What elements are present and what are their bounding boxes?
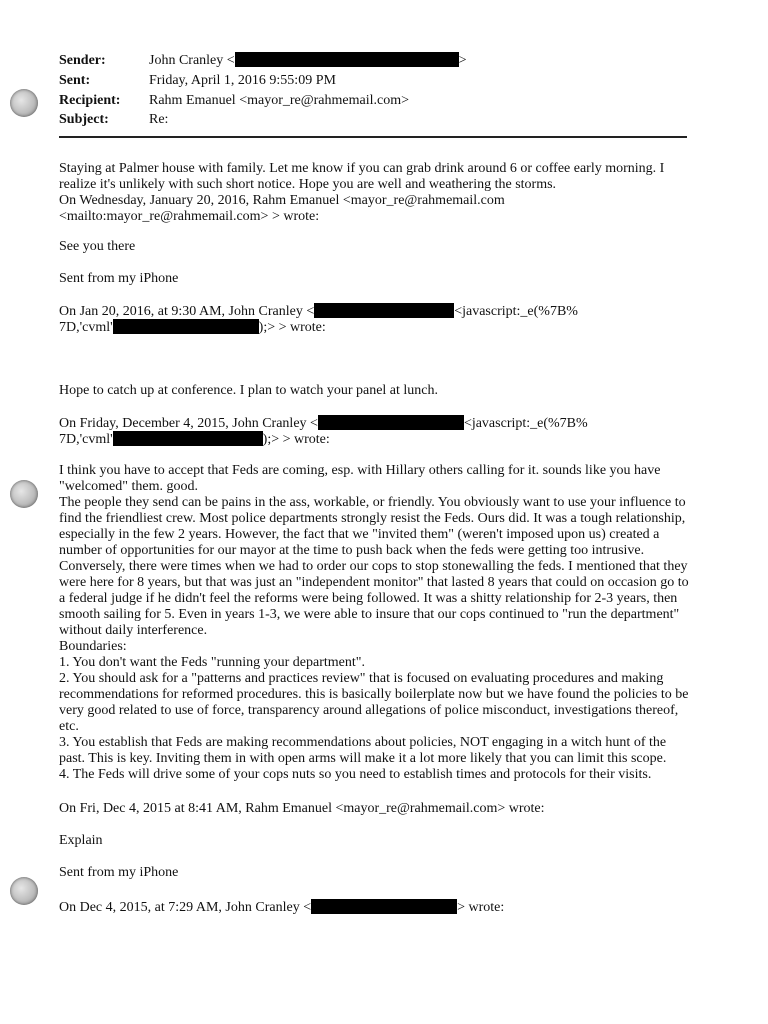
dec4-quote-line2: 7D,'cvml' );> > wrote: bbox=[59, 432, 330, 447]
header-sent: Sent: Friday, April 1, 2016 9:55:09 PM bbox=[59, 73, 336, 88]
catchup-text: Hope to catch up at conference. I plan to watch your panel at lunch. bbox=[59, 383, 439, 398]
redaction-box bbox=[113, 319, 259, 334]
header-divider bbox=[59, 136, 687, 138]
redaction-box bbox=[311, 899, 457, 914]
redaction-box bbox=[113, 431, 263, 446]
header-sender: Sender: John Cranley < > bbox=[59, 53, 467, 68]
explain-text: Explain bbox=[59, 833, 103, 848]
punch-hole-top bbox=[10, 89, 38, 117]
punch-hole-middle bbox=[10, 480, 38, 508]
redaction-box bbox=[235, 52, 459, 67]
dec4-729-quote-header: On Dec 4, 2015, at 7:29 AM, John Cranley < > wrote: bbox=[59, 900, 505, 915]
dec4-841-quote-header: On Fri, Dec 4, 2015 at 8:41 AM, Rahm Emanuel <mayor_re@rahmemail.com> wrote: bbox=[59, 801, 545, 816]
punch-hole-bottom bbox=[10, 877, 38, 905]
iphone-signature-2: Sent from my iPhone bbox=[59, 865, 179, 880]
message-2: I think you have to accept that Feds are coming, esp. with Hillary others calling for it. sounds like you have "welcomed" them. good. The people they send can be pains in the ass, workable, or friendly. You obviously want to use your influence to find the friendliest crew. Most police departments strongly resist the Feds. Ours did. It was a tough relationship, especially in the few 2 years. However, the fact that we "invited them" (weren't imposed upon us) created a number of opportunities for our mayor at the time to push back when the feds were getting too intrusive. Conversely, there were times when we had to order our cops to stop stonewalling the feds. I mentioned that they were here for 8 years, but that was just an "independent monitor" that lasted 8 years that could on occasion go to a federal judge if he didn't feel the reforms were being followed. It was a shitty relationship for 2-3 years, then smooth sailing for 5. Even in years 1-3, we were able to insure that our cops continued to "run the department" without daily interference. Boundaries: 1. You don't want the Feds "running your department". 2. You should ask for a "patterns and practices review" that is focused on evaluating procedures and making recommendations for reformed procedures. this is basically boilerplate now but we have found the policies to be very good related to use of force, transparency around allegations of police misconduct, investigations thereof, etc. 3. You establish that Feds are making recommendations about policies, NOT engaging in a witch hunt of the past. This is key. Inviting them in with open arms will make it a lot more likely that you can limit this scope. 4. The Feds will drive some of your cops nuts so you need to establish times and protocols for their visits. bbox=[59, 463, 689, 782]
redaction-box bbox=[314, 303, 454, 318]
header-recipient: Recipient: Rahm Emanuel <mayor_re@rahmemail.com> bbox=[59, 93, 409, 108]
jan20-quote-line2: 7D,'cvml' );> > wrote: bbox=[59, 320, 326, 335]
iphone-signature-1: Sent from my iPhone bbox=[59, 271, 179, 286]
redaction-box bbox=[318, 415, 464, 430]
header-subject: Subject: Re: bbox=[59, 112, 169, 127]
see-you-text: See you there bbox=[59, 239, 136, 254]
message-1: Staying at Palmer house with family. Let me know if you can grab drink around 6 or coffee early morning. I realize it's unlikely with such short notice. Hope you are well and weathering the storms. On Wednesday, January 20, 2016, Rahm Emanuel <mayor_re@rahmemail.com <mailto:mayor_re@rahmemail.com> > wrote: bbox=[59, 161, 665, 224]
jan20-quote-line1: On Jan 20, 2016, at 9:30 AM, John Cranley < <javascript:_e(%7B% bbox=[59, 304, 578, 319]
dec4-quote-line1: On Friday, December 4, 2015, John Cranley < <javascript:_e(%7B% bbox=[59, 416, 588, 431]
